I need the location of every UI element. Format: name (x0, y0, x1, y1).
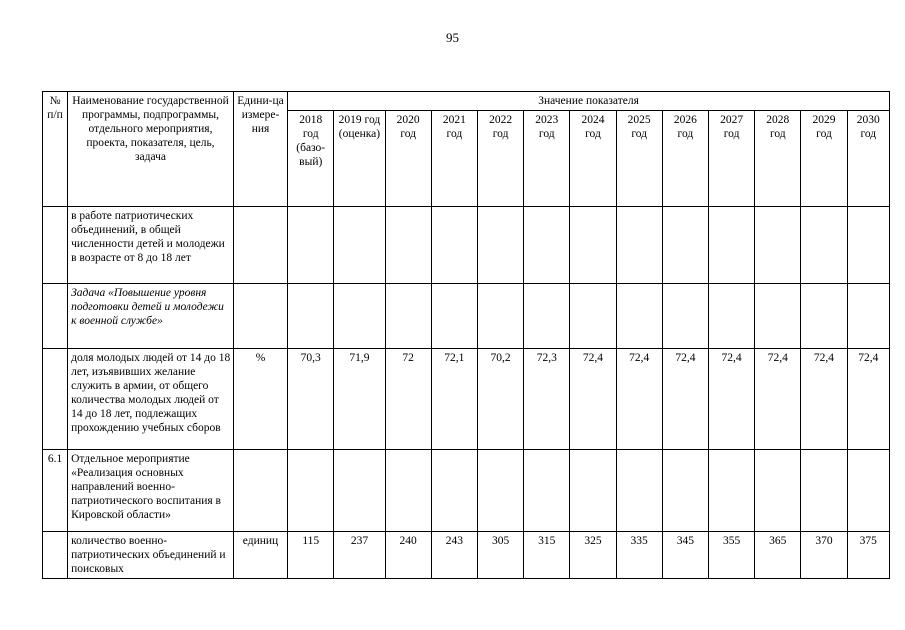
row-value (524, 450, 570, 532)
row-value (801, 284, 847, 349)
row-value: 72,4 (708, 349, 754, 450)
row-value (477, 450, 523, 532)
page-number: 95 (446, 30, 459, 45)
row-num (43, 207, 68, 284)
row-value (570, 284, 616, 349)
row-value: 72,1 (431, 349, 477, 450)
row-value (385, 284, 431, 349)
table-row (43, 207, 890, 284)
header-year: 2030 год (847, 111, 889, 207)
row-value: 70,3 (288, 349, 334, 450)
header-year: 2028 год (755, 111, 801, 207)
row-value (385, 450, 431, 532)
row-value: 345 (662, 532, 708, 579)
row-name: Отдельное мероприятие «Реализация основных направлений военно-патриотического воспитания в Кировской области» (68, 450, 234, 532)
row-value (616, 450, 662, 532)
row-value (801, 207, 847, 284)
row-value (755, 207, 801, 284)
header-year: 2029 год (801, 111, 847, 207)
row-value: 365 (755, 532, 801, 579)
row-unit (233, 284, 287, 349)
header-year: 2023 год (524, 111, 570, 207)
row-value: 305 (477, 532, 523, 579)
row-value (334, 207, 385, 284)
row-value (524, 207, 570, 284)
row-value: 237 (334, 532, 385, 579)
row-value: 375 (847, 532, 889, 579)
row-num: 6.1 (43, 450, 68, 532)
row-value (334, 284, 385, 349)
row-value (334, 450, 385, 532)
row-value: 243 (431, 532, 477, 579)
row-value (570, 450, 616, 532)
row-value (431, 284, 477, 349)
row-value (288, 284, 334, 349)
row-num (43, 532, 68, 579)
row-value (570, 207, 616, 284)
header-num: № п/п (43, 92, 68, 207)
table-row (43, 284, 890, 349)
row-value (847, 207, 889, 284)
row-value (524, 284, 570, 349)
row-value: 72 (385, 349, 431, 450)
row-num (43, 349, 68, 450)
row-unit: % (233, 349, 287, 450)
table-row (43, 450, 890, 532)
row-value (616, 207, 662, 284)
row-value (616, 284, 662, 349)
row-value (662, 450, 708, 532)
row-value (847, 450, 889, 532)
header-row (43, 92, 890, 111)
row-value: 72,4 (801, 349, 847, 450)
row-value (801, 450, 847, 532)
row-value (477, 207, 523, 284)
row-value (708, 207, 754, 284)
header-name: Наименование государственной программы, подпрограммы, отдельного мероприятия, проекта, показателя, цель, задача (68, 92, 234, 207)
row-value: 72,4 (847, 349, 889, 450)
row-value (431, 207, 477, 284)
row-value: 72,4 (570, 349, 616, 450)
header-year: 2019 год (оценка) (334, 111, 385, 207)
row-value: 70,2 (477, 349, 523, 450)
row-unit: единиц (233, 532, 287, 579)
row-num (43, 284, 68, 349)
header-year: 2018 год (базо-вый) (288, 111, 334, 207)
row-value (662, 284, 708, 349)
row-value (385, 207, 431, 284)
row-value (847, 284, 889, 349)
row-unit (233, 207, 287, 284)
row-value (288, 450, 334, 532)
row-value (708, 284, 754, 349)
row-value: 72,4 (616, 349, 662, 450)
row-value (662, 207, 708, 284)
table-row (43, 532, 890, 579)
header-year: 2021 год (431, 111, 477, 207)
header-year: 2020 год (385, 111, 431, 207)
row-value: 370 (801, 532, 847, 579)
header-year: 2025 год (616, 111, 662, 207)
row-value: 240 (385, 532, 431, 579)
row-value: 115 (288, 532, 334, 579)
row-value: 315 (524, 532, 570, 579)
row-name: доля молодых людей от 14 до 18 лет, изъявивших желание служить в армии, от общего количества молодых людей от 14 до 18 лет, подлежащих прохождению учебных сборов (68, 349, 234, 450)
row-name: в работе патриотических объединений, в общей численности детей и молодежи в возрасте от 8 до 18 лет (68, 207, 234, 284)
row-value (288, 207, 334, 284)
row-value (477, 284, 523, 349)
row-value: 72,4 (662, 349, 708, 450)
table-row (43, 349, 890, 450)
row-value: 335 (616, 532, 662, 579)
row-name: количество военно-патриотических объединений и поисковых (68, 532, 234, 579)
row-value: 72,4 (755, 349, 801, 450)
header-year: 2027 год (708, 111, 754, 207)
header-values-group: Значение показателя (288, 92, 890, 111)
row-value (755, 450, 801, 532)
row-name: Задача «Повышение уровня подготовки детей и молодежи к военной службе» (68, 284, 234, 349)
header-year: 2022 год (477, 111, 523, 207)
row-value: 72,3 (524, 349, 570, 450)
row-value: 71,9 (334, 349, 385, 450)
row-value (755, 284, 801, 349)
indicator-table (42, 91, 890, 579)
row-value: 355 (708, 532, 754, 579)
row-value (708, 450, 754, 532)
header-year: 2026 год (662, 111, 708, 207)
header-year: 2024 год (570, 111, 616, 207)
row-unit (233, 450, 287, 532)
row-value (431, 450, 477, 532)
row-value: 325 (570, 532, 616, 579)
header-unit: Едини-ца измере-ния (233, 92, 287, 207)
